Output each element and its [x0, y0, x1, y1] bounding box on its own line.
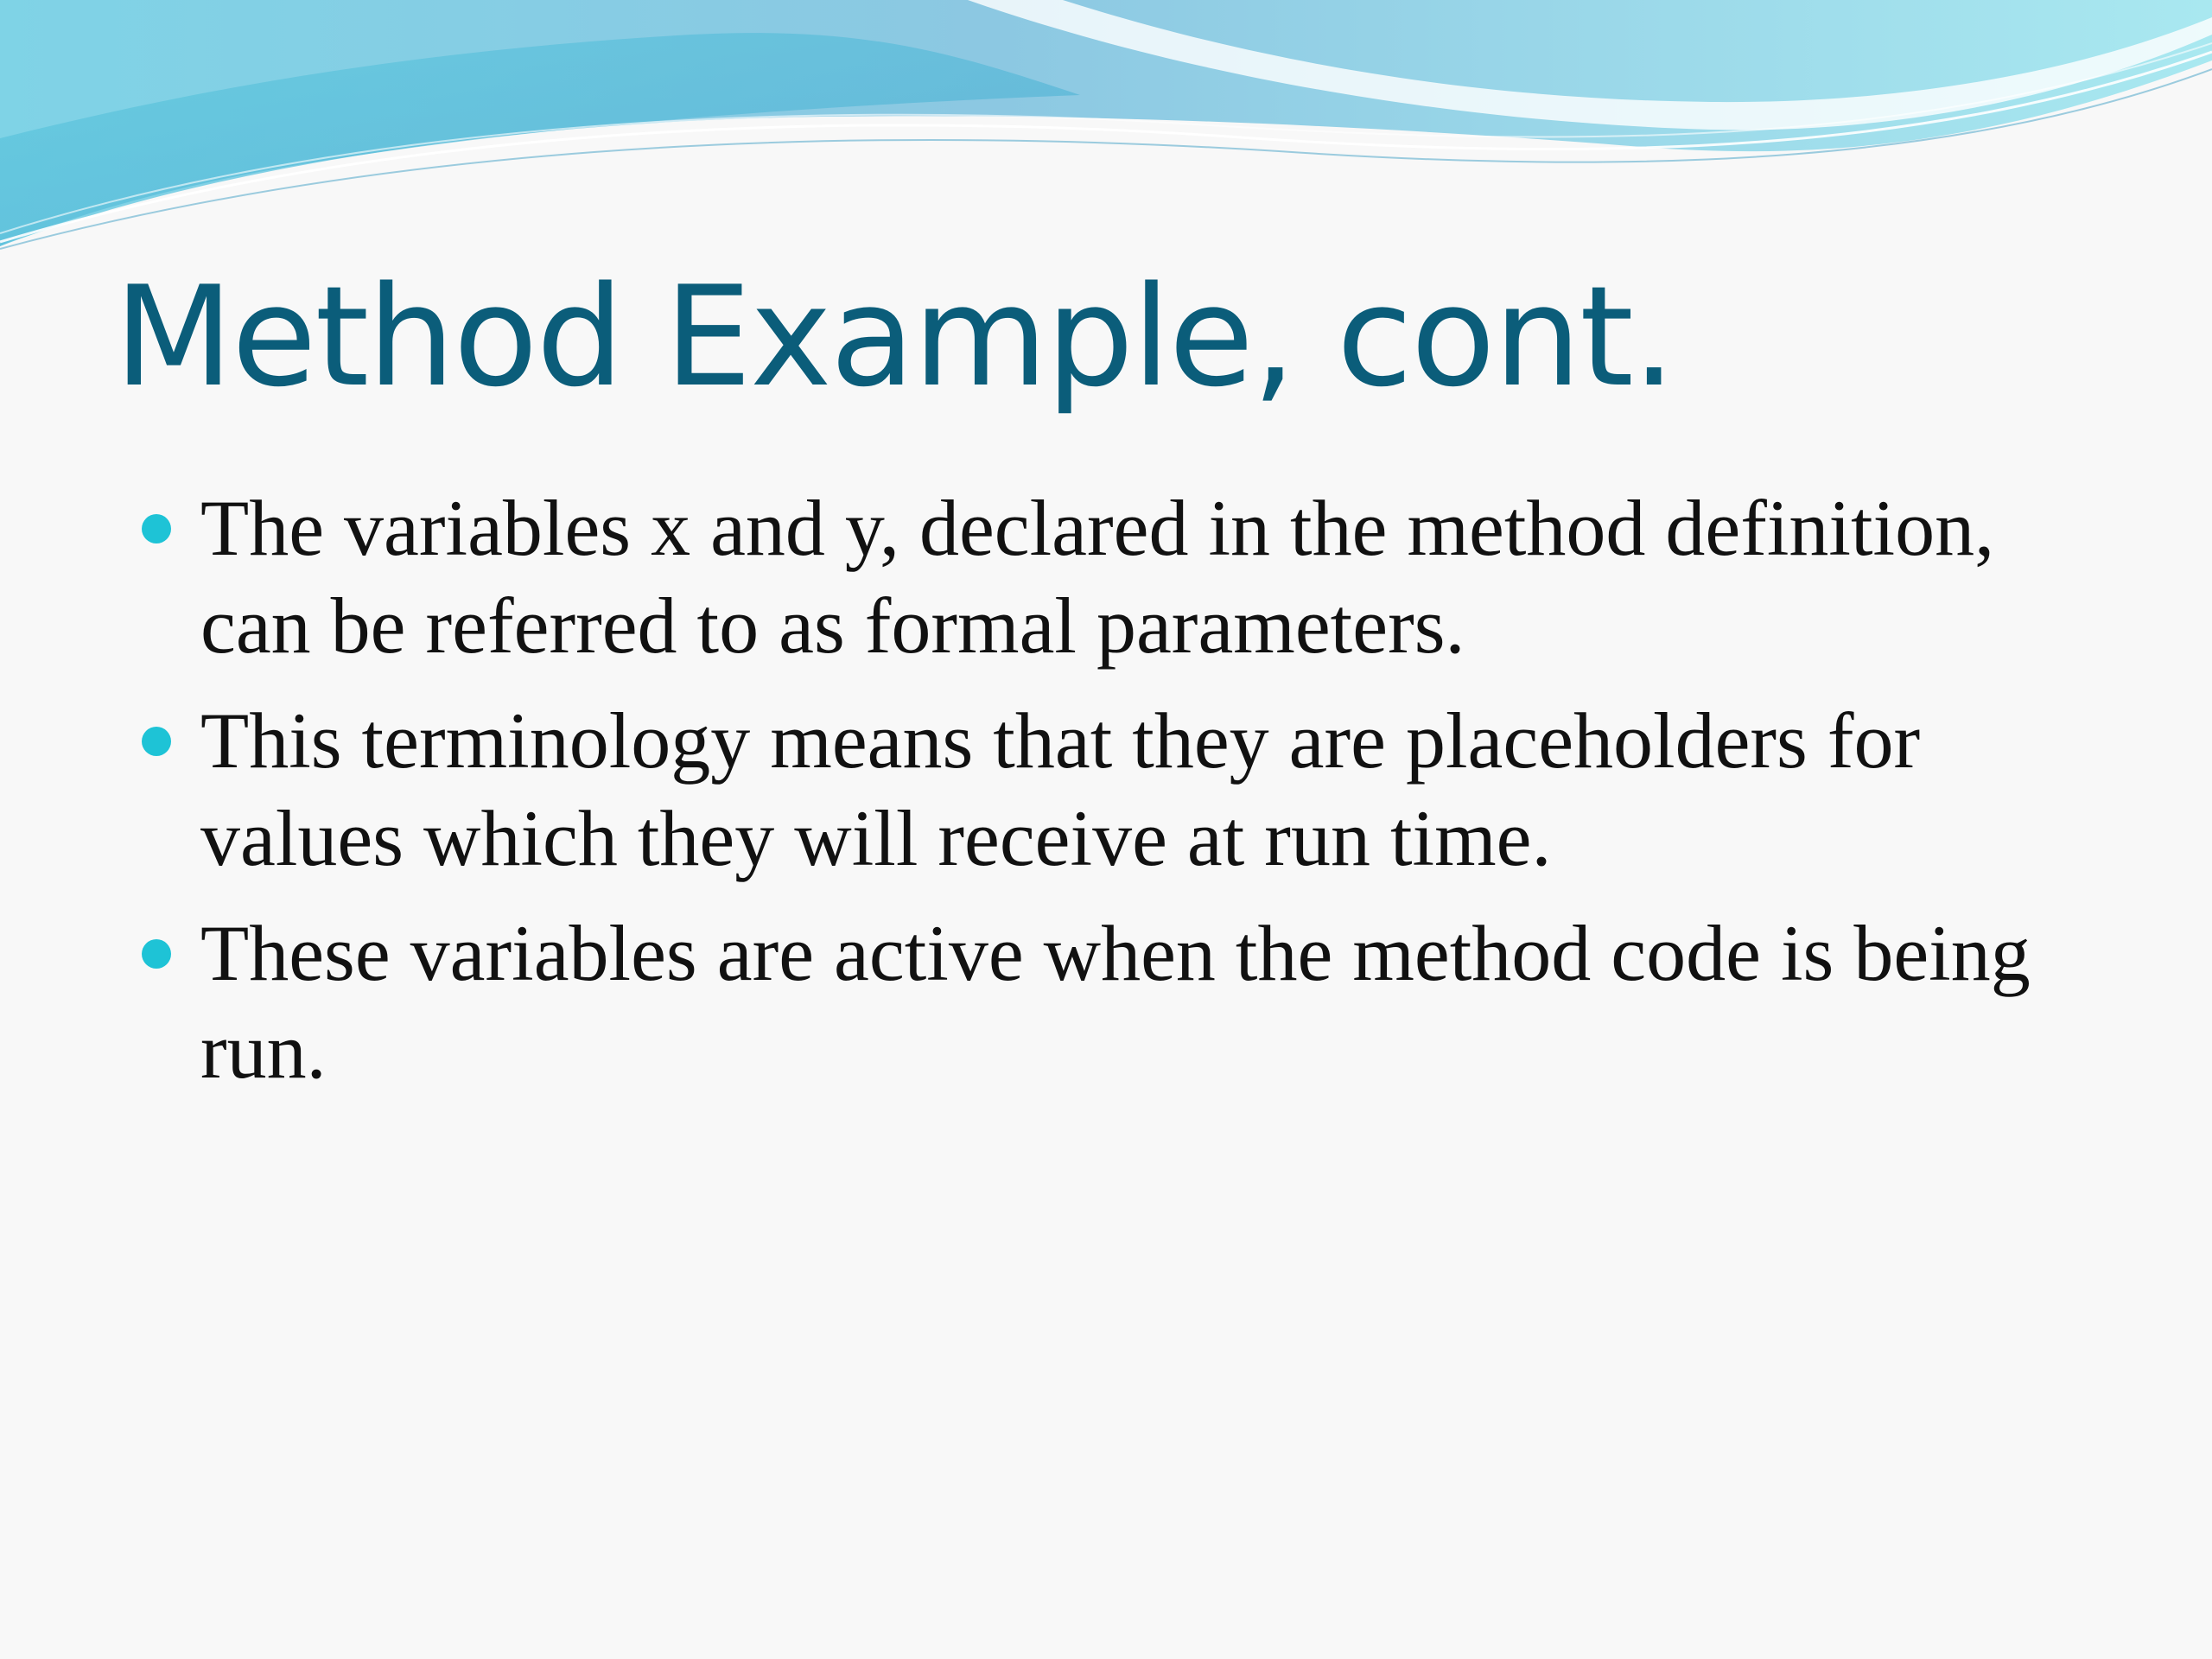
bullet-list [138, 480, 2108, 1117]
bullet-dot-icon [142, 514, 171, 543]
bullet-item [138, 692, 2108, 887]
header-wave-decoration [0, 0, 2212, 259]
bullet-item [138, 480, 2108, 675]
slide-title: Method Example, cont. [114, 256, 1675, 417]
bullet-text: This terminology means that they are placeholders for values which they will receive at run time. [200, 696, 1921, 882]
bullet-text: The variables x and y, declared in the method definition, can be referred to as formal parameters. [200, 484, 1995, 670]
bullet-dot-icon [142, 939, 171, 969]
bullet-dot-icon [142, 727, 171, 756]
bullet-text: These variables are active when the method code is being run. [200, 909, 2031, 1095]
bullet-item [138, 905, 2108, 1100]
